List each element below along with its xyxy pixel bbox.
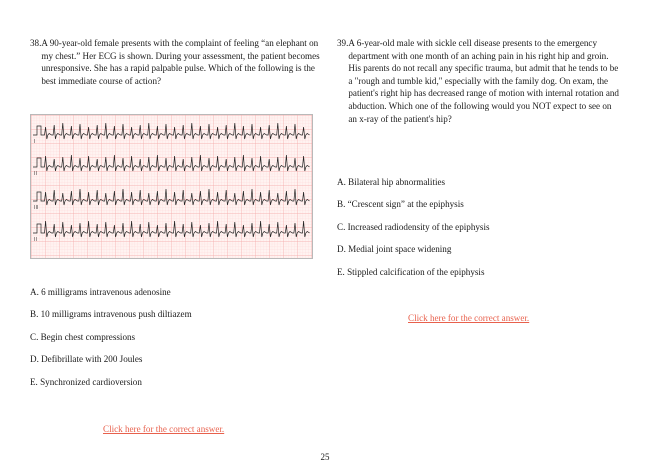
choice-39-c[interactable]: C. Increased radiodensity of the epiphysis (337, 222, 490, 232)
choice-38-e[interactable]: E. Synchronized cardioversion (30, 377, 142, 387)
choice-38-d[interactable]: D. Defibrillate with 200 Joules (30, 354, 143, 364)
choice-38-c[interactable]: C. Begin chest compressions (30, 332, 136, 342)
ecg-lead-label: II (34, 171, 37, 177)
choice-38-a[interactable]: A. 6 milligrams intravenous adenosine (30, 287, 171, 297)
ecg-tracing (31, 115, 312, 258)
question-38 (30, 37, 320, 87)
question-38-choices (30, 287, 320, 397)
question-39-number: 39. (337, 38, 349, 48)
ecg-lead-label: III (34, 205, 39, 211)
question-38-stem (30, 37, 320, 87)
answer-link-39[interactable]: Click here for the correct answer. (408, 313, 530, 323)
choice-39-a[interactable]: A. Bilateral hip abnormalities (337, 177, 446, 187)
ecg-lead-label: I (34, 139, 36, 145)
ecg-lead-label: II (34, 237, 37, 243)
ecg-strip-image (30, 114, 313, 259)
page-number: 25 (320, 452, 330, 462)
question-39 (337, 37, 619, 125)
question-39-stem (337, 37, 619, 125)
question-38-number: 38. (30, 38, 42, 48)
question-39-choices (337, 177, 619, 287)
choice-39-d[interactable]: D. Medial joint space widening (337, 244, 452, 254)
choice-39-b[interactable]: B. “Crescent sign” at the epiphysis (337, 199, 464, 209)
choice-38-b[interactable]: B. 10 milligrams intravenous push diltiazem (30, 309, 192, 319)
answer-link-38[interactable]: Click here for the correct answer. (103, 424, 225, 434)
choice-39-e[interactable]: E. Stippled calcification of the epiphysis (337, 267, 485, 277)
question-39-text: A 6-year-old male with sickle cell disease presents to the emergency department with one month of an aching pain in his right hip and groin. His parents do not recall any specific trauma, but admit that he tends to be a "rough and tumble kid," especially with the family dog. On exam, the patient's right hip has decreased range of motion with internal rotation and abduction. Which one of the following would you NOT expect to see on an x-ray of the patient's hip? (348, 38, 619, 124)
question-38-text: A 90-year-old female presents with the complaint of feeling “an elephant on my chest.” Her ECG is shown. During your assessment, the patient becomes unresponsive. She has a rapid palpable pulse. Which of the following is the best immediate course of action? (41, 38, 320, 86)
